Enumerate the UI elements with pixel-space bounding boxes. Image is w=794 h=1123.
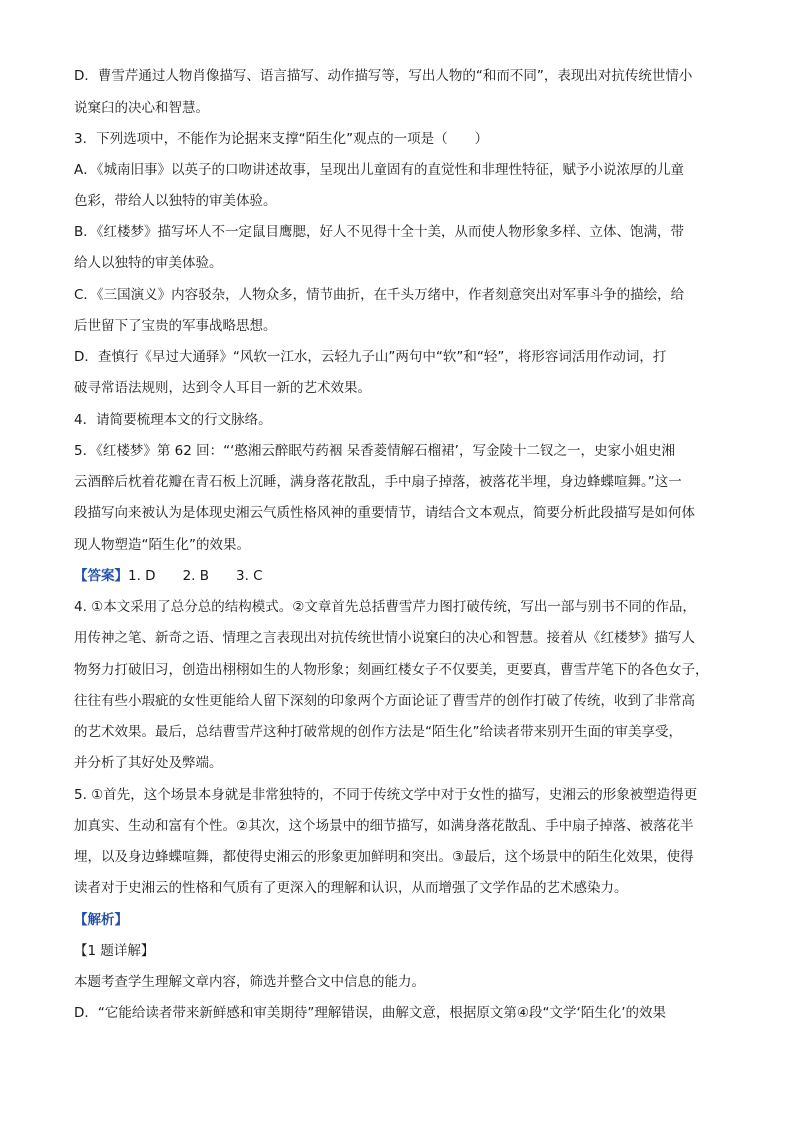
q3-option-a-line-1: A．《城南旧事》以英子的口吻讲述故事，呈现出儿童固有的直觉性和非理性特征，赋予小说浓厚的儿童 — [74, 162, 684, 178]
question-5-line-1: 5．《红楼梦》第 62 回：“‘憨湘云醉眠芍药裀 呆香菱情解石榴裙’，写金陵十二钗之一，史家小姐史湘 — [74, 443, 675, 459]
question-5-line-2: 云酒醉后枕着花瓣在青石板上沉睡，满身落花散乱，手中扇子掉落，被落花半埋，身边蜂蝶喧舞。”这一 — [74, 474, 682, 490]
q3-option-a-line-2: 色彩，带给人以独特的审美体验。 — [74, 193, 277, 209]
analysis-label: 【解析】 — [74, 912, 128, 928]
question-3: 3．下列选项中，不能作为论据来支撑“陌生化”观点的一项是（ ） — [74, 131, 489, 147]
answer-line — [74, 566, 724, 586]
option-d-line-1: D．曹雪芹通过人物肖像描写、语言描写、动作描写等，写出人物的“和而不同”，表现出对抗传统世情小 — [74, 68, 693, 84]
detail-line-2: D．“它能给读者带来新鲜感和审美期待”理解错误，曲解文意，根据原文第④段“文学‘陌生化’的效果 — [74, 1005, 667, 1021]
answer-4-line-5: 的艺术效果。最后，总结曹雪芹这种打破常规的创作方法是“陌生化”给读者带来别开生面的审美享受， — [74, 724, 682, 740]
answer-5-line-1: 5. ①首先，这个场景本身就是非常独特的，不同于传统文学中对于女性的描写，史湘云的形象被塑造得更 — [74, 787, 698, 803]
answer-choices: 1. D 2. B 3. C — [128, 568, 263, 584]
question-5-line-3: 段描写向来被认为是体现史湘云气质性格风神的重要情节，请结合文本观点，简要分析此段描写是如何体 — [74, 505, 695, 521]
answer-4-line-3: 物努力打破旧习，创造出栩栩如生的人物形象；刻画红楼女子不仅要美，更要真，曹雪芹笔下的各色女子， — [74, 662, 709, 678]
answer-5-line-3: 埋，以及身边蜂蝶喧舞，都使得史湘云的形象更加鲜明和突出。③最后，这个场景中的陌生化效果，使得 — [74, 849, 694, 865]
option-d-line-2: 说窠臼的决心和智慧。 — [74, 100, 209, 116]
q3-option-b-line-1: B．《红楼梦》描写坏人不一定鼠目鹰腮，好人不见得十全十美，从而使人物形象多样、立体、饱满，带 — [74, 224, 685, 240]
answer-4-line-1: 4. ①本文采用了总分总的结构模式。②文章首先总括曹雪芹力图打破传统，写出一部与别书不同的作品， — [74, 599, 696, 615]
question-4: 4．请简要梳理本文的行文脉络。 — [74, 412, 272, 428]
answer-4-line-4: 往往有些小瑕疵的女性更能给人留下深刻的印象两个方面论证了曹雪芹的创作打破了传统，收到了非常高 — [74, 693, 695, 709]
q3-option-c-line-2: 后世留下了宝贵的军事战略思想。 — [74, 318, 277, 334]
answer-5-line-4: 读者对于史湘云的性格和气质有了更深入的理解和认识，从而增强了文学作品的艺术感染力。 — [74, 880, 628, 896]
q3-option-c-line-1: C．《三国演义》内容驳杂，人物众多，情节曲折，在千头万绪中，作者刻意突出对军事斗争的描绘，给 — [74, 287, 685, 303]
detail-line-1: 本题考查学生理解文章内容，筛选并整合文中信息的能力。 — [74, 974, 425, 990]
answer-4-line-6: 并分析了其好处及弊端。 — [74, 755, 223, 771]
detail-heading: 【1 题详解】 — [74, 943, 155, 959]
q3-option-b-line-2: 给人以独特的审美体验。 — [74, 255, 223, 271]
q3-option-d-line-2: 破寻常语法规则，达到令人耳目一新的艺术效果。 — [74, 380, 371, 396]
question-5-line-4: 现人物塑造“陌生化”的效果。 — [74, 537, 250, 553]
answer-label: 【答案】 — [74, 568, 128, 584]
q3-option-d-line-1: D．查慎行《早过大通驿》“风软一江水，云轻九子山”两句中“软”和“轻”，将形容词活用作动词，打 — [74, 349, 667, 365]
answer-5-line-2: 加真实、生动和富有个性。②其次，这个场景中的细节描写，如满身落花散乱、手中扇子掉落、被落花半 — [74, 818, 694, 834]
answer-4-line-2: 用传神之笔、新奇之语、情理之言表现出对抗传统世情小说窠臼的决心和智慧。接着从《红楼梦》描写人 — [74, 630, 695, 646]
